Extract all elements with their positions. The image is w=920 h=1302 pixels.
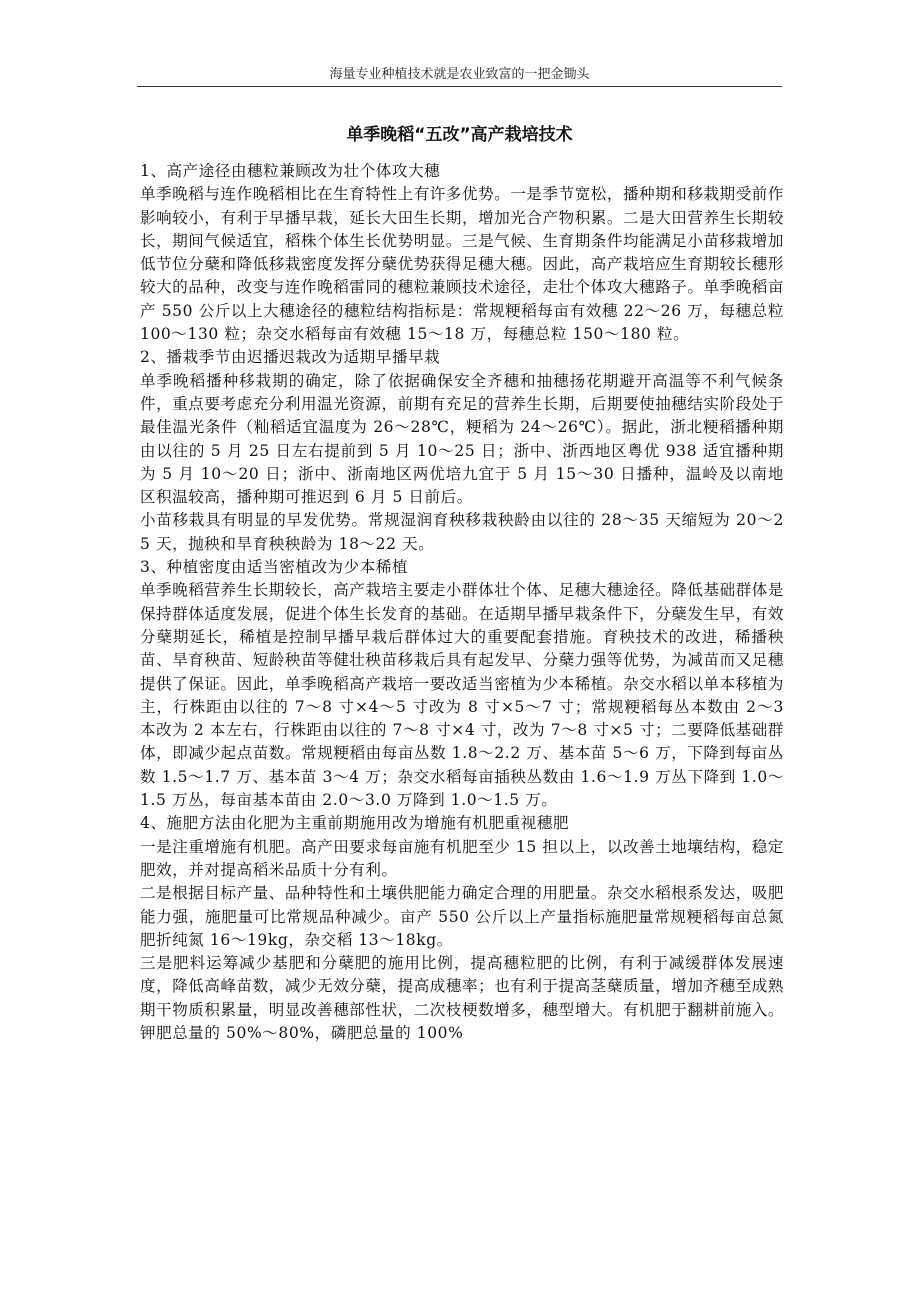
paragraph: 单季晚稻播种移栽期的确定，除了依据确保安全齐穗和抽穗扬花期避开高温等不利气候条件，重点要考虑充分利用温光资源，前期有充足的营养生长期，后期要使抽穗结实阶段处于最佳温光条件（籼稻适宜温度为 26～28℃，粳稻为 24～26℃）。据此，浙北粳稻播种期由以往的 5 月 25 日左右提前到 5 月 10～25 日；浙中、浙西地区粤优 938 适宜播种期为 5 月 10～20 日；浙中、浙南地区两优培九宜于 5 月 15～30 日播种，温岭及以南地区积温较高，播种期可推迟到 6 月 5 日前后。 xyxy=(140,371,785,507)
paragraph: 单季晚稻营养生长期较长，高产栽培主要走小群体壮个体、足穗大穗途径。降低基础群体是保持群体适度发展，促进个体生长发育的基础。在适期早播早栽条件下，分蘖发生早，有效分蘖期延长，稀植是控制早播早栽后群体过大的重要配套措施。育秧技术的改进，稀播秧苗、旱育秧苗、短龄秧苗等健壮秧苗移栽后具有起发早、分蘖力强等优势，为减苗而又足穗提供了保证。因此，单季晚稻高产栽培一要改适当密植为少本稀植。杂交水稻以单本移植为主，行株距由以往的 7～8 寸×4～5 寸改为 8 寸×5～7 寸；常规粳稻每丛本数由 2～3 本改为 2 本左右，行株距由以往的 7～8 寸×4 寸，改为 7～8 寸×5 寸；二要降低基础群体，即减少起点苗数。常规粳稻由每亩丛数 1.8～2.2 万、基本苗 5～6 万，下降到每亩丛数 1.5～1.7 万、基本苗 3～4 万；杂交水稻每亩插秧丛数由 1.6～1.9 万丛下降到 1.0～1.5 万丛，每亩基本苗由 2.0～3.0 万降到 1.0～1.5 万。 xyxy=(140,581,785,810)
paragraph: 三是肥料运筹减少基肥和分蘖肥的施用比例，提高穗粒肥的比例，有利于减缓群体发展速度，降低高峰苗数，减少无效分蘖，提高成穗率；也有利于提高茎蘖质量，增加齐穗至成熟期干物质积累量，明显改善穗部性状，二次枝梗数增多，穗型增大。有机肥于翻耕前施入。钾肥总量的 50%～80%，磷肥总量的 100% xyxy=(140,954,785,1042)
header-divider xyxy=(137,86,782,87)
header-tagline: 海量专业种植技术就是农业致富的一把金锄头 xyxy=(329,67,590,82)
section-heading-2: 2、播栽季节由迟播迟栽改为适期早播早栽 xyxy=(140,348,441,367)
section-heading-4: 4、施肥方法由化肥为主重前期施用改为增施有机肥重视穗肥 xyxy=(140,814,570,833)
paragraph: 二是根据目标产量、品种特性和土壤供肥能力确定合理的用肥量。杂交水稻根系发达，吸肥能力强，施肥量可比常规品种减少。亩产 550 公斤以上产量指标施肥量常规粳稻每亩总氮肥折纯氮 16～19kg，杂交稻 13～18kg。 xyxy=(140,884,785,949)
section-heading-1: 1、高产途径由穗粒兼顾改为壮个体攻大穗 xyxy=(140,162,441,180)
paragraph: 一是注重增施有机肥。高产田要求每亩施有机肥至少 15 担以上，以改善土地壤结构，稳定肥效，并对提高稻米品质十分有利。 xyxy=(140,837,784,879)
paragraph: 单季晚稻与连作晚稻相比在生育特性上有许多优势。一是季节宽松，播种期和移栽期受前作影响较小，有利于早播早栽，延长大田生长期，增加光合产物积累。二是大田营养生长期较长，期间气候适宜，稻株个体生长优势明显。三是气候、生育期条件均能满足小苗移栽增加低节位分蘖和降低移栽密度发挥分蘖优势获得足穗大穗。因此，高产栽培应生育期较长穗形较大的品种，改变与连作晚稻雷同的穗粒兼顾技术途径，走壮个体攻大穗路子。单季晚稻亩产 550 公斤以上大穗途径的穗粒结构指标是：常规粳稻每亩有效穗 22～26 万，每穗总粒 100～130 粒；杂交水稻每亩有效穗 15～18 万，每穗总粒 150～180 粒。 xyxy=(140,185,785,344)
paragraph: 小苗移栽具有明显的早发优势。常规湿润育秧移栽秧龄由以往的 28～35 天缩短为 20～25 天，抛秧和旱育秧秧龄为 18～22 天。 xyxy=(140,511,784,553)
document-title: 单季晚稻“五改”高产栽培技术 xyxy=(346,125,573,146)
page-header xyxy=(137,66,782,84)
section-heading-3: 3、种植密度由适当密植改为少本稀植 xyxy=(140,558,409,577)
document-body xyxy=(140,160,784,1045)
